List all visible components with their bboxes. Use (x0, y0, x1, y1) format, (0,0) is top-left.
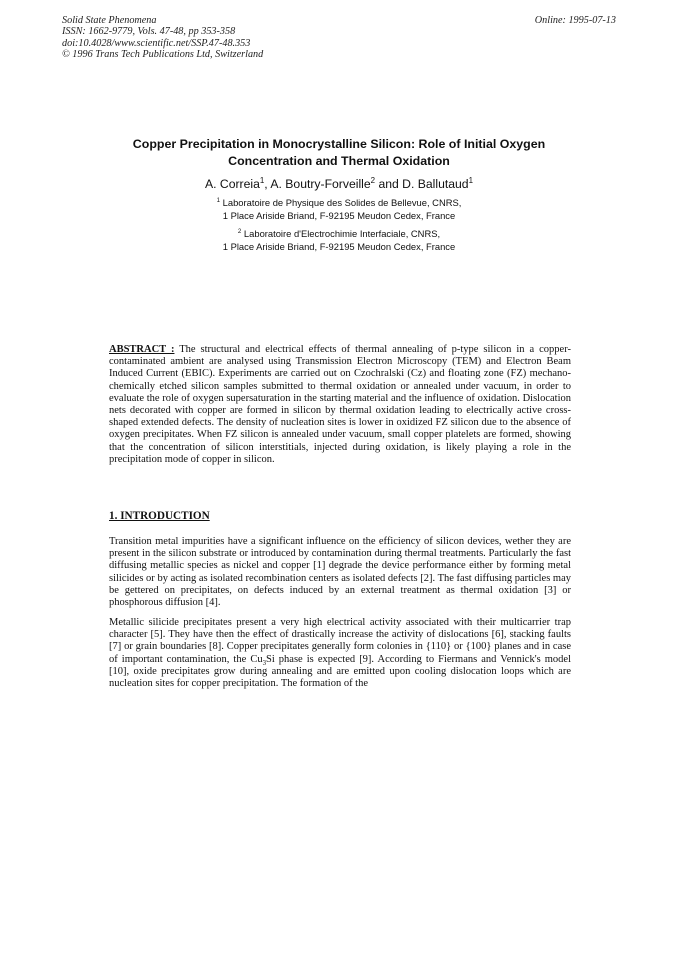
doi-line: doi:10.4028/www.scientific.net/SSP.47-48.353 (62, 37, 251, 49)
abstract-label: ABSTRACT : (109, 344, 175, 355)
author-separator: and (375, 177, 403, 191)
author-separator: , (264, 177, 271, 191)
section-heading-introduction: 1. INTRODUCTION (109, 510, 210, 522)
affiliation-1-line-1: Laboratoire de Physique des Solides de Bellevue, CNRS, (222, 197, 462, 208)
author-1-affil-mark: 1 (259, 175, 265, 185)
affiliation-2-line-2: 1 Place Ariside Briand, F-92195 Meudon Cedex, France (222, 240, 456, 252)
author-2-affil-mark: 2 (370, 175, 376, 185)
online-date: Online: 1995-07-13 (534, 15, 616, 26)
affiliation-1-line-2: 1 Place Ariside Briand, F-92195 Meudon Cedex, France (222, 209, 456, 221)
affiliation-1-mark: 1 (216, 196, 221, 204)
title-line-2: Concentration and Thermal Oxidation (228, 154, 450, 168)
author-list (90, 177, 588, 192)
affiliation-1 (90, 197, 588, 222)
cu3si-subscript: 3 (262, 659, 266, 667)
abstract (109, 344, 571, 466)
copyright-line: © 1996 Trans Tech Publications Ltd, Switzerland (62, 49, 264, 61)
author-1: A. Correia (205, 177, 260, 191)
paper-title (90, 136, 588, 170)
affiliation-2-line-1: Laboratoire d'Electrochimie Interfaciale, CNRS, (243, 228, 441, 239)
affiliation-2 (90, 228, 588, 253)
title-line-1: Copper Precipitation in Monocrystalline Silicon: Role of Initial Oxygen (132, 137, 546, 151)
author-3: D. Ballutaud (402, 177, 469, 191)
journal-header (62, 15, 263, 61)
intro-paragraph-2 (109, 617, 571, 690)
affiliation-2-mark: 2 (237, 227, 242, 235)
author-3-affil-mark: 1 (468, 175, 473, 185)
intro-paragraph-2-part-a: Metallic silicide precipitates present a very high electrical activity associated with their multicarrier trap character [5]. They have then the effect of drastically increase the activity of dislocations [6], stacking faults [7] or grain boundaries [8]. Copper precipitates generally form colonies in {110} or {100} planes and in case of important contamination, the Cu (109, 617, 571, 665)
issn-line: ISSN: 1662-9779, Vols. 47-48, pp 353-358 (62, 26, 236, 38)
journal-name: Solid State Phenomena (62, 15, 157, 26)
intro-paragraph-1: Transition metal impurities have a significant influence on the efficiency of silicon devices, wether they are present in the silicon substrate or introduced by contamination during thermal treatments. Particularly the fast diffusing metallic species as nickel and copper [1] degrade the device performance either by forming metal silicides or by acting as isolated recombination centers as isolated defects [2]. The fast diffusing particles may be gettered on precipitates, on defects induced by an external treatment as thermal oxidation [3] or phosphorous diffusion [4]. (109, 536, 571, 609)
author-2: A. Boutry-Forveille (270, 177, 371, 191)
intro-paragraph-2-part-b: Si phase is expected [9]. According to Fiermans and Vennick's model [10], oxide precipitates grow during annealing and are emitted upon cooling dislocation loops which are nucleation sites for copper precipitation. The formation of the (109, 653, 571, 690)
abstract-text: The structural and electrical effects of thermal annealing of p-type silicon in a copper-contaminated ambient are analysed using Transmission Electron Microscopy (TEM) and Electron Beam Induced Current (EBIC). Experiments are carried out on Czochralski (Cz) and floating zone (FZ) mechano-chemically etched silicon samples submitted to thermal oxidation or annealed under vacuum, in order to evaluate the role of oxygen supersaturation in the starting material and the influence of oxidation. Dislocation nets decorated with copper are formed in silicon by thermal oxidation leading to electrically active cross-shaped extended defects. The density of nucleation sites is lower in oxidized FZ silicon due to the absence of oxygen precipitates. When FZ silicon is annealed under vacuum, small copper platelets are formed, showing that the concentration of silicon interstitials, injected during oxidation, is likely playing a role in the precipitation mode of copper in silicon. (109, 344, 571, 465)
